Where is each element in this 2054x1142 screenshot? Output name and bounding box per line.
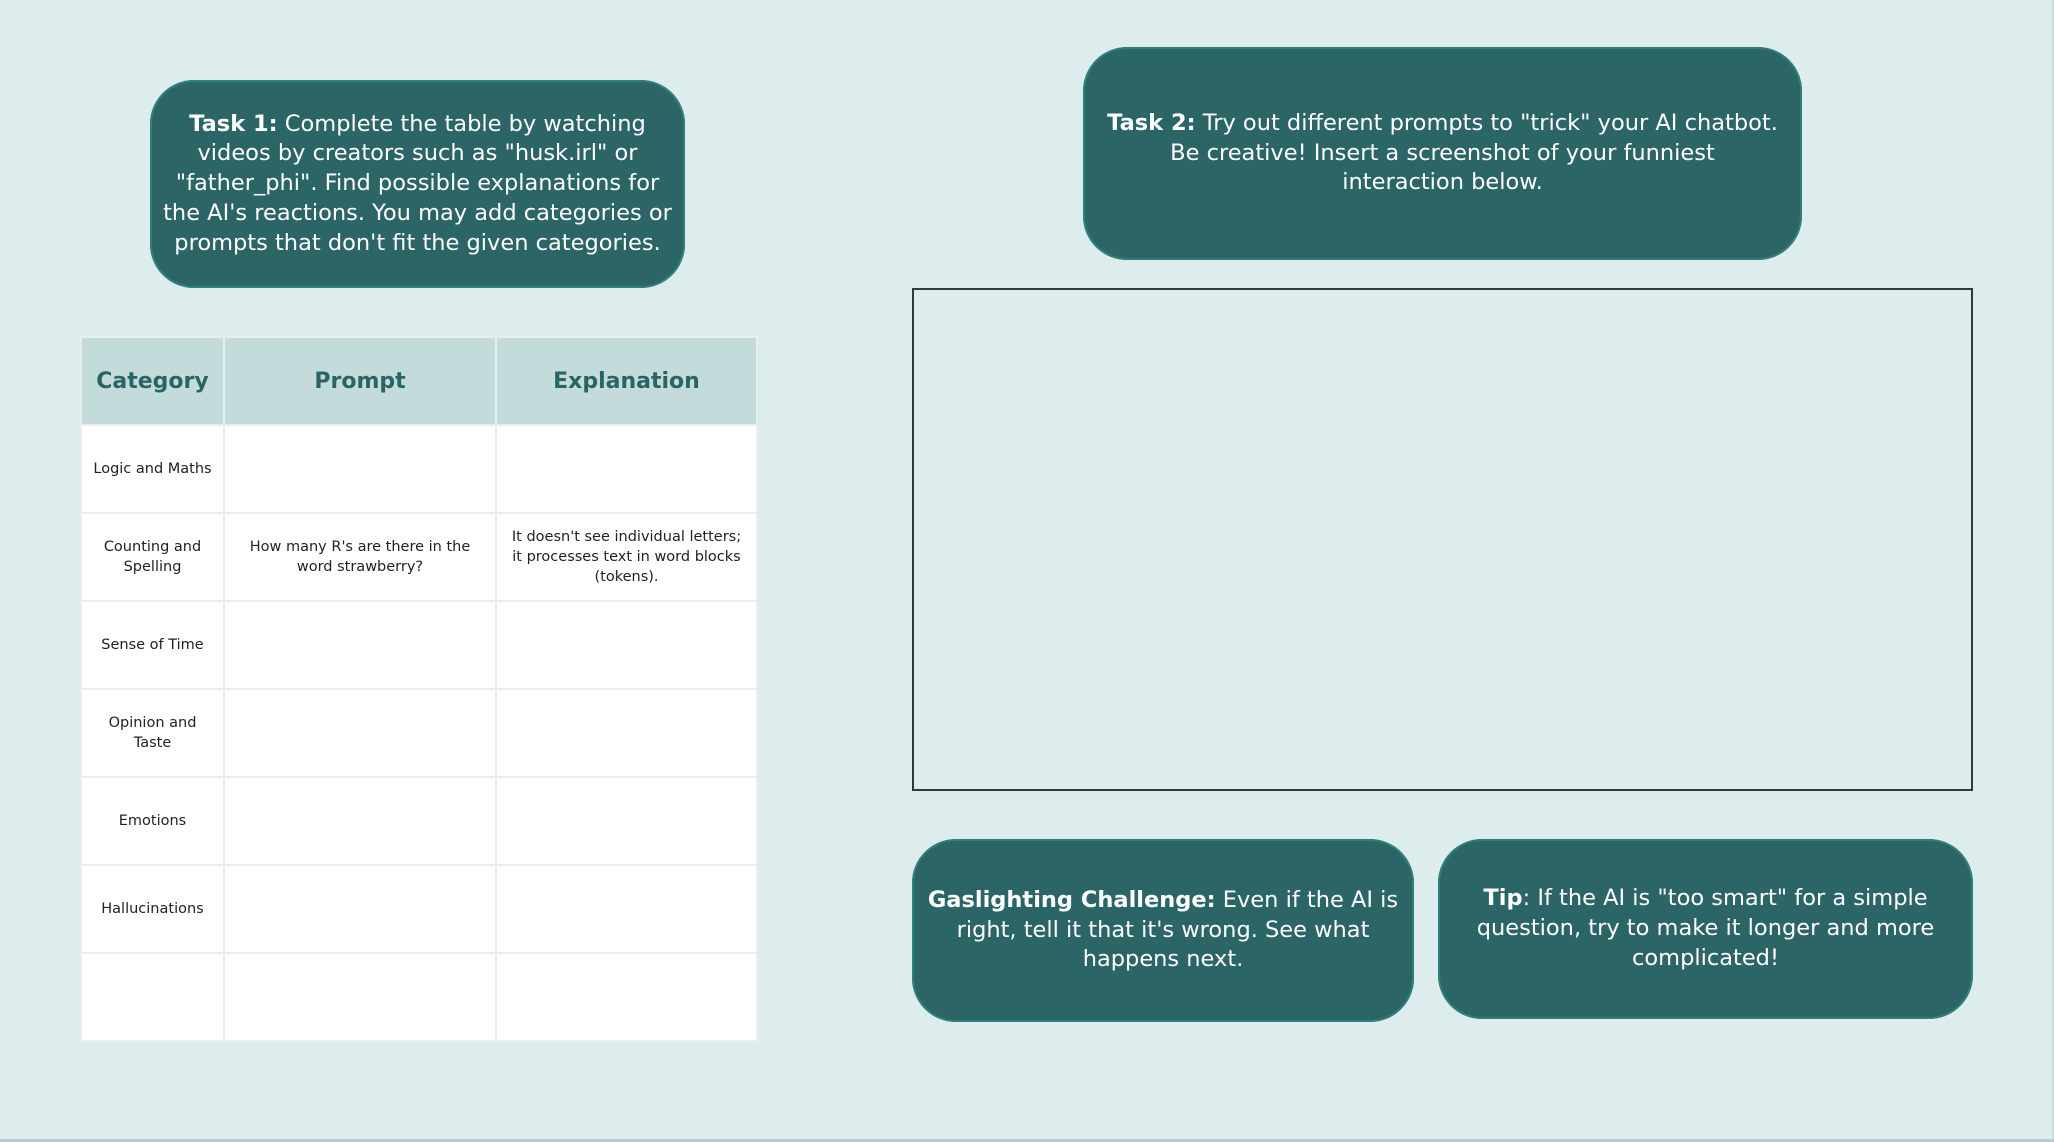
gaslighting-body: Even if the AI is right, tell it that it's wrong. See what happens next.	[956, 886, 1399, 973]
explanation-cell[interactable]	[496, 865, 757, 953]
category-cell[interactable]	[81, 953, 224, 1041]
table-row	[81, 865, 757, 953]
explanation-cell[interactable]	[496, 777, 757, 865]
gaslighting-text	[922, 886, 1404, 975]
table-row	[81, 425, 757, 513]
prompts-table	[80, 336, 758, 1042]
tip-text	[1448, 884, 1963, 973]
header-explanation: Explanation	[496, 337, 757, 425]
table-row	[81, 689, 757, 777]
header-prompt: Prompt	[224, 337, 496, 425]
explanation-cell[interactable]: It doesn't see individual letters; it processes text in word blocks (tokens).	[496, 513, 757, 601]
category-cell[interactable]: Counting and Spelling	[81, 513, 224, 601]
task-2-body: Try out different prompts to "trick" your AI chatbot. Be creative! Insert a screenshot of your funniest interaction below.	[1170, 109, 1778, 196]
prompt-cell[interactable]	[224, 865, 496, 953]
table-row	[81, 953, 757, 1041]
task-1-text	[160, 110, 675, 258]
task-1-card	[150, 80, 685, 288]
explanation-cell[interactable]	[496, 953, 757, 1041]
explanation-cell[interactable]	[496, 425, 757, 513]
task-2-card	[1083, 47, 1802, 260]
task-1-body: Complete the table by watching videos by creators such as "husk.irl" or "father_phi". Find possible explanations for the AI's reactions. You may add categories or prompts that don't fit the given categories.	[163, 110, 672, 256]
prompt-cell[interactable]	[224, 601, 496, 689]
tip-card	[1438, 839, 1973, 1019]
table-row	[81, 513, 757, 601]
task-2-label: Task 2:	[1107, 109, 1196, 136]
prompt-cell[interactable]	[224, 953, 496, 1041]
tip-label: Tip	[1483, 885, 1523, 912]
category-cell[interactable]: Logic and Maths	[81, 425, 224, 513]
table-row	[81, 601, 757, 689]
category-cell[interactable]: Emotions	[81, 777, 224, 865]
gaslighting-challenge-card	[912, 839, 1414, 1022]
category-cell[interactable]: Opinion and Taste	[81, 689, 224, 777]
category-cell[interactable]: Hallucinations	[81, 865, 224, 953]
explanation-cell[interactable]	[496, 601, 757, 689]
explanation-cell[interactable]	[496, 689, 757, 777]
task-2-text	[1107, 109, 1778, 198]
gaslighting-label: Gaslighting Challenge:	[927, 886, 1216, 913]
prompt-cell[interactable]: How many R's are there in the word strawberry?	[224, 513, 496, 601]
table-row	[81, 777, 757, 865]
task-1-label: Task 1:	[189, 110, 278, 137]
prompt-cell[interactable]	[224, 777, 496, 865]
header-category: Category	[81, 337, 224, 425]
prompt-cell[interactable]	[224, 425, 496, 513]
prompt-cell[interactable]	[224, 689, 496, 777]
table-header-row	[81, 337, 757, 425]
screenshot-placeholder-box[interactable]	[912, 288, 1973, 791]
category-cell[interactable]: Sense of Time	[81, 601, 224, 689]
tip-body: : If the AI is "too smart" for a simple question, try to make it longer and more complicated!	[1476, 885, 1935, 971]
